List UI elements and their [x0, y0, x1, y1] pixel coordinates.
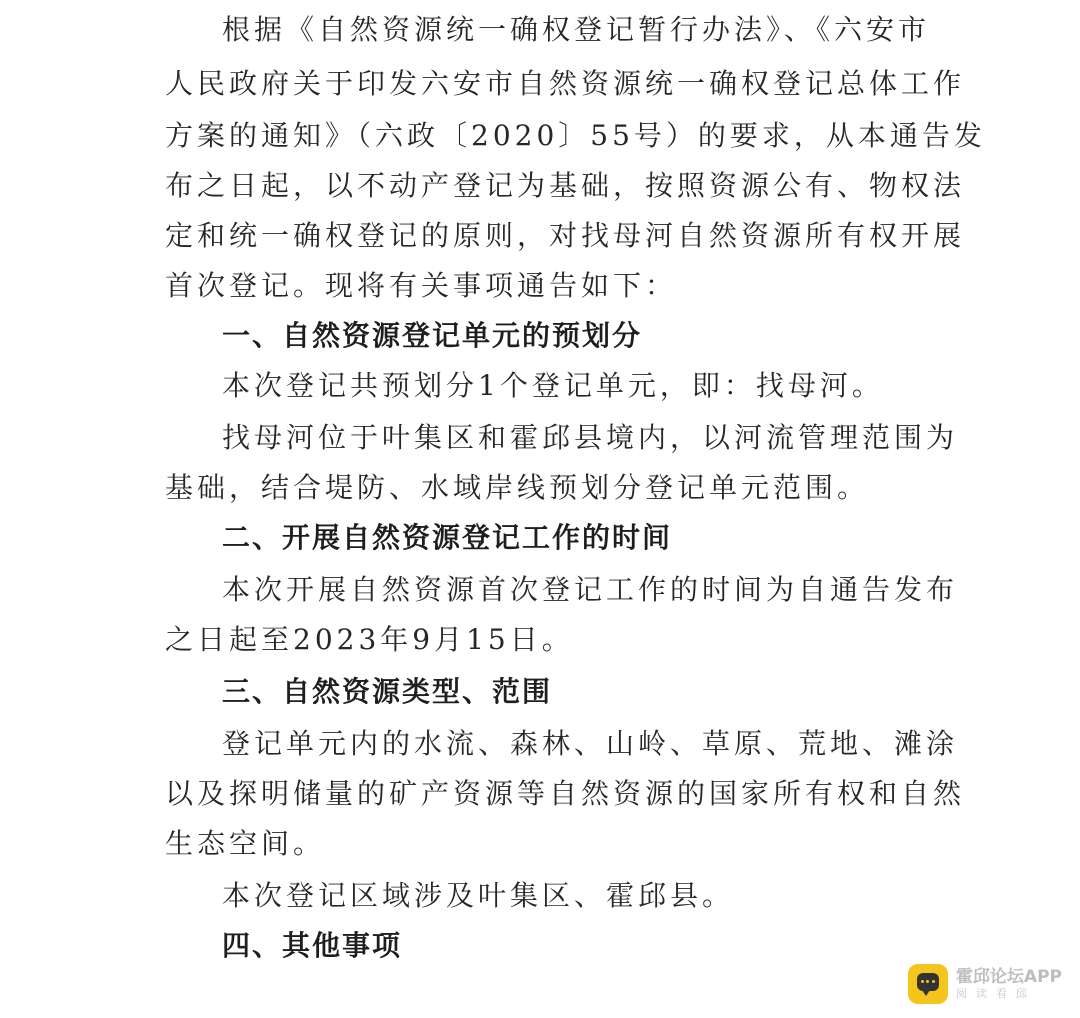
paragraph-line: 以及探明储量的矿产资源等自然资源的国家所有权和自然 [165, 777, 966, 810]
paragraph-line: 布之日起，以不动产登记为基础，按照资源公有、物权法 [165, 169, 966, 202]
section-heading: 四、其他事项 [222, 929, 403, 962]
paragraph-line: 登记单元内的水流、森林、山岭、草原、荒地、滩涂 [222, 727, 959, 760]
paragraph-line: 定和统一确权登记的原则，对找母河自然资源所有权开展 [165, 219, 966, 252]
watermark-title: 霍邱论坛APP [955, 967, 1062, 987]
paragraph-line: 首次登记。现将有关事项通告如下： [165, 269, 678, 302]
watermark-text [956, 967, 1062, 1001]
section-heading: 三、自然资源类型、范围 [222, 675, 553, 708]
chat-bubble-icon [908, 964, 948, 1004]
app-watermark [908, 964, 1062, 1004]
paragraph-line: 本次开展自然资源首次登记工作的时间为自通告发布 [222, 573, 959, 606]
paragraph-line: 找母河位于叶集区和霍邱县境内，以河流管理范围为 [222, 421, 959, 454]
paragraph-line: 人民政府关于印发六安市自然资源统一确权登记总体工作 [165, 67, 966, 100]
section-heading: 二、开展自然资源登记工作的时间 [222, 521, 673, 554]
paragraph-line: 本次登记共预划分1个登记单元，即：找母河。 [222, 369, 884, 402]
paragraph-line: 根据《自然资源统一确权登记暂行办法》、《六安市 [222, 13, 931, 46]
paragraph-line: 本次登记区域涉及叶集区、霍邱县。 [222, 879, 735, 912]
section-heading: 一、自然资源登记单元的预划分 [222, 319, 643, 352]
paragraph-line: 基础，结合堤防、水域岸线预划分登记单元范围。 [165, 471, 870, 504]
watermark-subtitle: 阅读看邱 [955, 987, 1036, 1000]
paragraph-line: 生态空间。 [165, 827, 326, 860]
paragraph-line: 之日起至2023年9月15日。 [165, 623, 574, 656]
paragraph-line: 方案的通知》（六政〔2020〕55号）的要求，从本通告发 [165, 119, 986, 152]
